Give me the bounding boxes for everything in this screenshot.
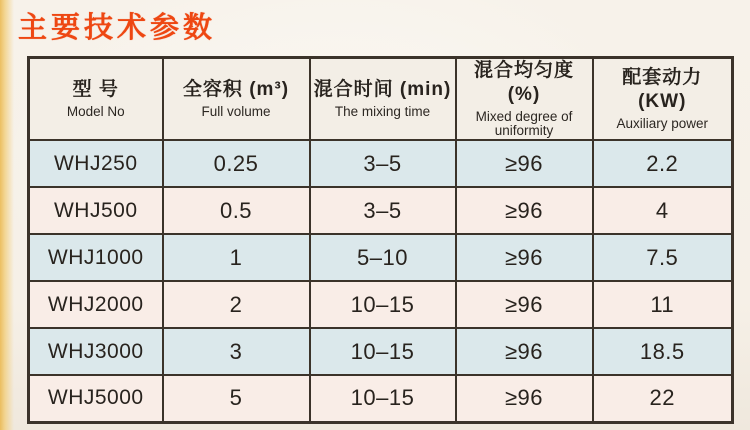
model-cell: WHJ250 (29, 140, 163, 187)
mixing-time-cell: 5–10 (310, 234, 456, 281)
column-header-uniformity-en: Mixed degree of uniformity (475, 108, 573, 139)
page-title: 主要技术参数 (18, 12, 217, 44)
volume-cell: 0.5 (163, 187, 310, 234)
mixing-time-cell: 3–5 (310, 187, 456, 234)
column-header-mixing-time-en: The mixing time (334, 104, 431, 120)
mixing-time-cell: 10–15 (310, 328, 456, 375)
column-header-volume-zh: 全容积 (m³) (182, 79, 290, 101)
model-cell: WHJ1000 (29, 234, 163, 281)
uniformity-cell: ≥96 (456, 375, 593, 422)
power-cell: 4 (593, 187, 733, 234)
model-cell: WHJ2000 (29, 281, 163, 328)
power-cell: 22 (593, 375, 733, 422)
power-cell: 18.5 (593, 328, 733, 375)
column-header-model-en: Model No (66, 104, 125, 120)
uniformity-cell: ≥96 (456, 234, 593, 281)
power-cell: 2.2 (593, 140, 733, 187)
power-cell: 7.5 (593, 234, 733, 281)
mixing-time-cell: 10–15 (310, 375, 456, 422)
column-header-power-zh: 配套动力 (KW) (622, 67, 703, 113)
uniformity-cell: ≥96 (456, 187, 593, 234)
model-cell: WHJ500 (29, 187, 163, 234)
table-row (29, 375, 733, 422)
column-header-power (593, 58, 733, 141)
table-row (29, 281, 733, 328)
uniformity-cell: ≥96 (456, 281, 593, 328)
uniformity-cell: ≥96 (456, 140, 593, 187)
header-row (29, 58, 733, 141)
power-cell: 11 (593, 281, 733, 328)
uniformity-cell: ≥96 (456, 328, 593, 375)
column-header-model-zh: 型 号 (72, 79, 119, 101)
spec-table (27, 56, 734, 424)
photo-edge-glow (0, 0, 14, 430)
model-cell: WHJ5000 (29, 375, 163, 422)
volume-cell: 0.25 (163, 140, 310, 187)
column-header-volume-en: Full volume (201, 104, 271, 120)
volume-cell: 2 (163, 281, 310, 328)
table-row (29, 140, 733, 187)
table-row (29, 234, 733, 281)
volume-cell: 5 (163, 375, 310, 422)
column-header-uniformity-zh: 混合均匀度 (%) (473, 60, 574, 105)
model-cell: WHJ3000 (29, 328, 163, 375)
column-header-mixing-time (310, 58, 456, 141)
mixing-time-cell: 10–15 (310, 281, 456, 328)
column-header-model (29, 58, 163, 141)
volume-cell: 3 (163, 328, 310, 375)
column-header-mixing-time-zh: 混合时间 (min) (313, 79, 452, 101)
volume-cell: 1 (163, 234, 310, 281)
column-header-uniformity (456, 58, 593, 141)
mixing-time-cell: 3–5 (310, 140, 456, 187)
table-row (29, 187, 733, 234)
table-row (29, 328, 733, 375)
column-header-power-en: Auxiliary power (616, 115, 709, 131)
column-header-volume (163, 58, 310, 141)
